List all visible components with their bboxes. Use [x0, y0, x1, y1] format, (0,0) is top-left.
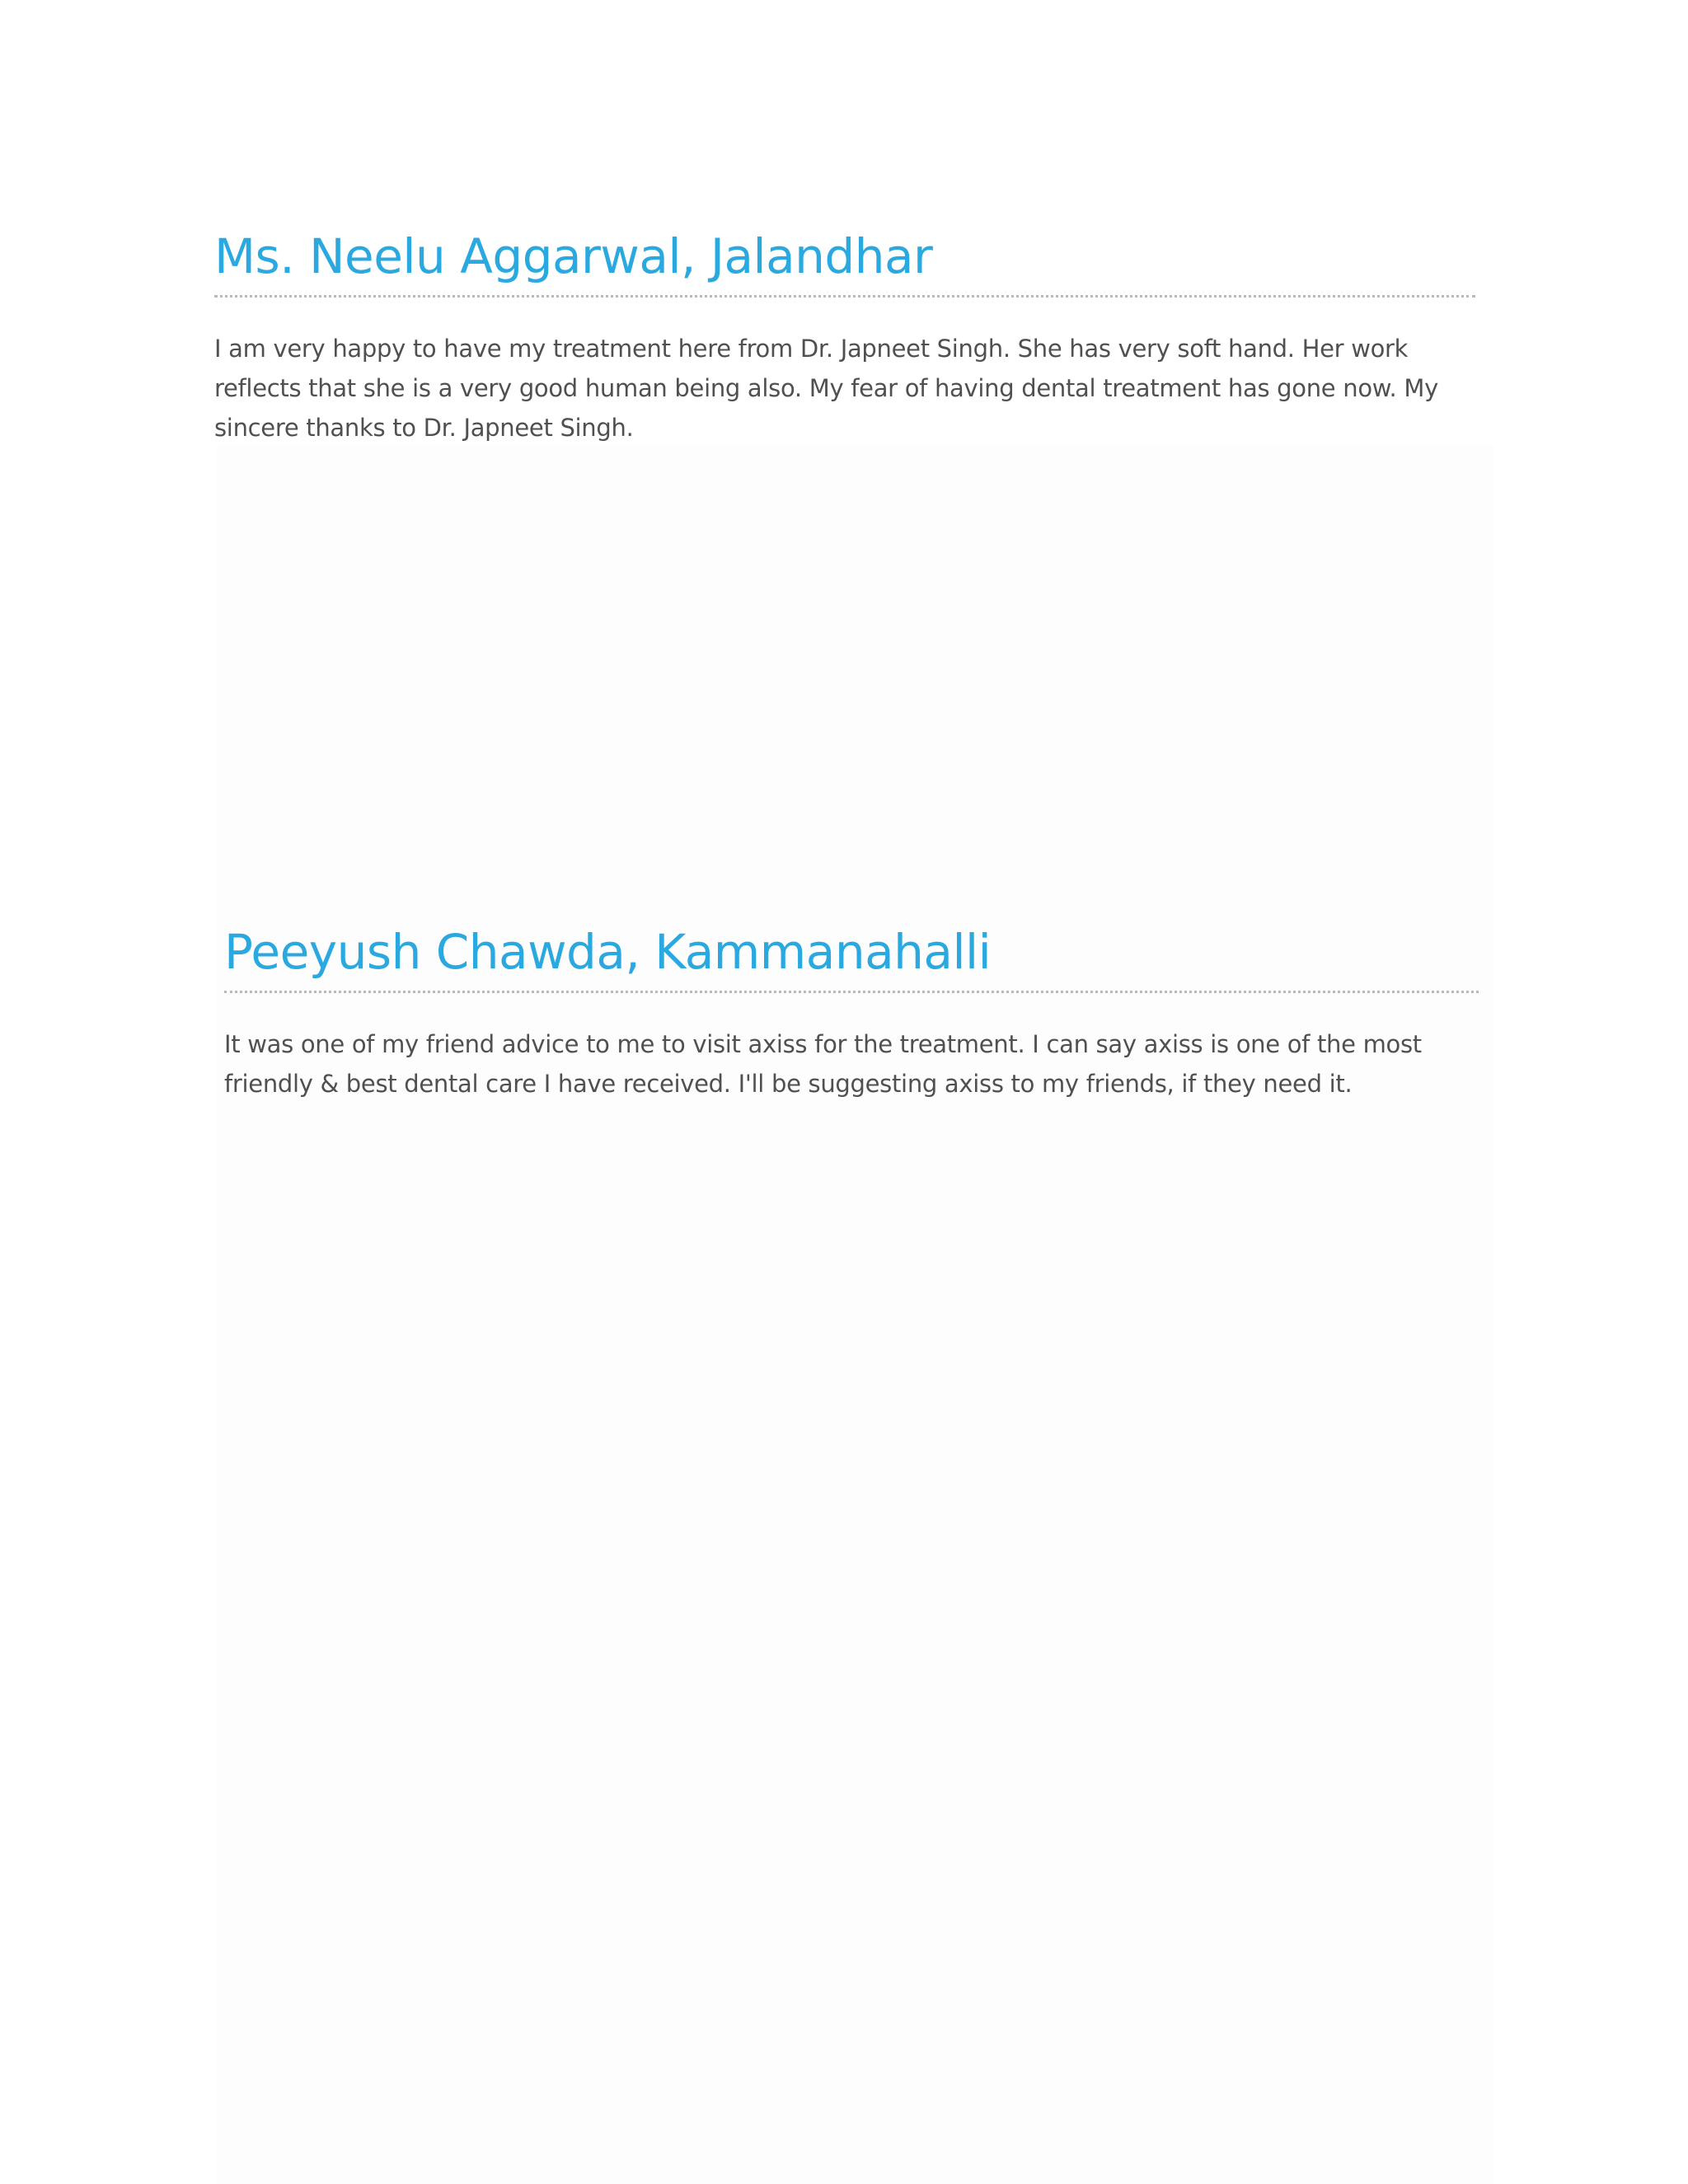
testimonial-text: It was one of my friend advice to me to visit axiss for the treatment. I can say axiss is one of the most friendly & best dental care I have received. I'll be suggesting axiss to my friends, if they need it.: [224, 1030, 1422, 1098]
testimonial-author: Peeyush Chawda, Kammanahalli: [224, 924, 992, 980]
testimonial-card: [214, 227, 1475, 448]
testimonial-card: [224, 923, 1479, 1104]
dotted-divider: [224, 991, 1479, 993]
page-background: [216, 445, 1493, 2184]
dotted-divider: [214, 295, 1475, 298]
testimonial-author: Ms. Neelu Aggarwal, Jalandhar: [214, 228, 933, 284]
testimonial-text: I am very happy to have my treatment here from Dr. Japneet Singh. She has very soft hand. Her work reflects that she is a very good human being also. My fear of having dental treatment has gone now. My sincere thanks to Dr. Japneet Singh.: [214, 335, 1438, 442]
